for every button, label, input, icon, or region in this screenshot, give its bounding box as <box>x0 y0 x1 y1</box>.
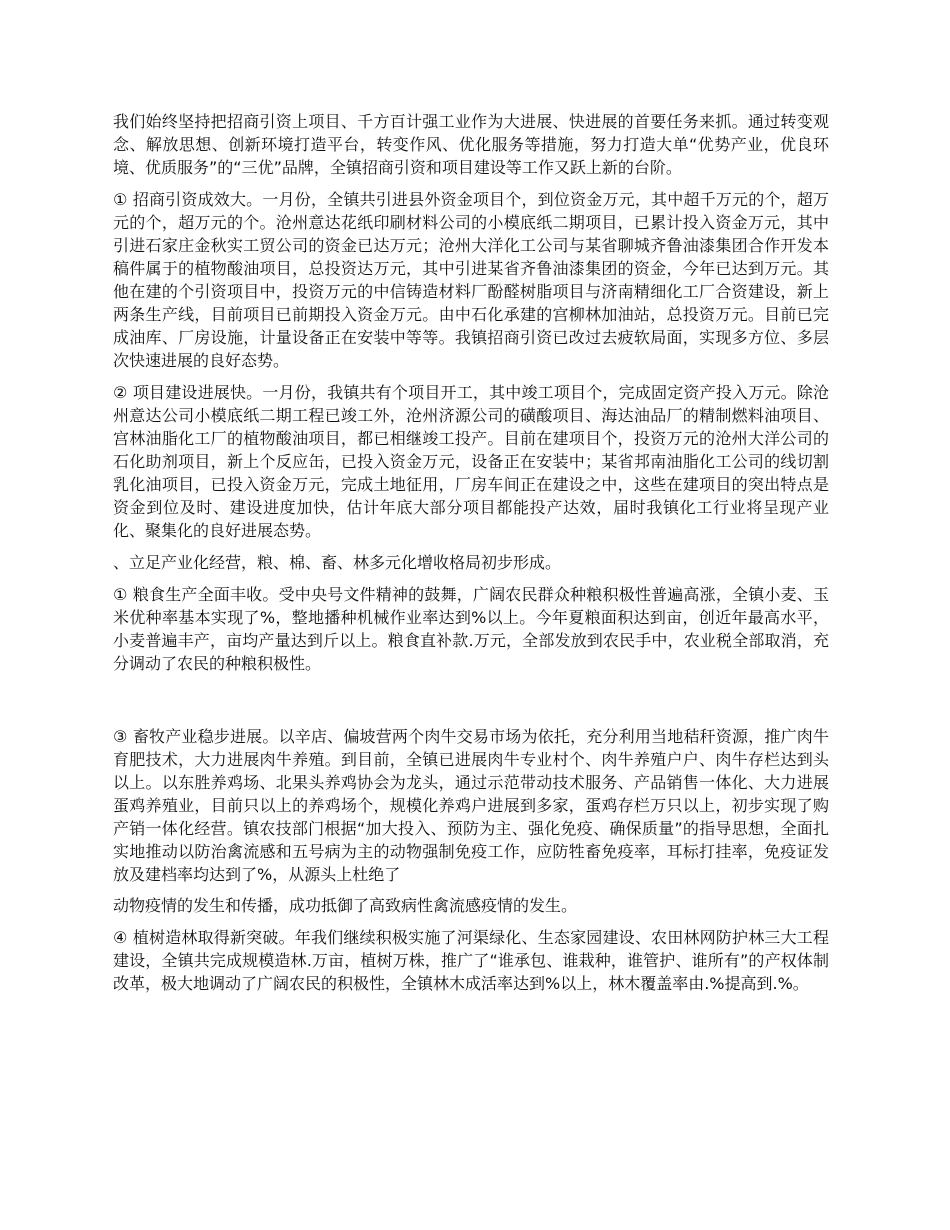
paragraph-grain-production: ① 粮食生产全面丰收。受中央号文件精神的鼓舞，广阔农民群众种粮积极性普遍高涨，全镇小麦、玉米优种率基本实现了%，整地播种机械作业率达到%以上。今年夏粮面积达到亩，创近年最高水平，小麦普遍丰产，亩均产量达到斤以上。粮食直补款.万元，全部发放到农民手中，农业税全部取消，充分调动了农民的种粮积极性。 <box>113 585 829 673</box>
paragraph-project-construction: ② 项目建设进展快。一月份，我镇共有个项目开工，其中竣工项目个，完成固定资产投入万元。除沧州意达公司小模底纸二期工程已竣工外，沧州济源公司的磺酸项目、海达油品厂的精制燃料油项目、宫林油脂化工厂的植物酸油项目，都已相继竣工投产。目前在建项目个，投资万元的沧州大洋公司的石化助剂项目，新上个反应缶，已投入资金万元，设备正在安装中；某省邦南油脂化工公司的线切割乳化油项目，已投入资金万元，完成土地征用，厂房车间正在建设之中，这些在建项目的突出特点是资金到位及时、建设进度加快，估计年底大部分项目都能投产达效，届时我镇化工行业将呈现产业化、聚集化的良好进展态势。 <box>113 383 829 540</box>
paragraph-investment: ① 招商引资成效大。一月份，全镇共引进县外资金项目个，到位资金万元，其中超千万元的个，超万元的个，超万元的个。沧州意达花纸印刷材料公司的小模底纸二期项目，已累计投入资金万元，其中引进石家庄金秋实工贸公司的资金已达万元；沧州大洋化工公司与某省聊城齐鲁油漆集团合作开发本稿件属于的植物酸油项目，总投资达万元，其中引进某省齐鲁油漆集团的资金，今年已达到万元。其他在建的个引资项目中，投资万元的中信铸造材料厂酚醛树脂项目与济南精细化工厂合资建设，新上两条生产线，目前项目已前期投入资金万元。由中石化承建的宫柳林加油站，总投资万元。目前已完成油库、厂房设施，计量设备正在安装中等等。我镇招商引资已改过去疲软局面，实现多方位、多层次快速进展的良好态势。 <box>113 190 829 370</box>
paragraph-livestock: ③ 畜牧产业稳步进展。以辛店、偏坡营两个肉牛交易市场为依托，充分利用当地秸秆资源，推广肉牛育肥技术，大力进展肉牛养殖。到目前，全镇已进展肉牛专业村个、肉牛养殖户户、肉牛存栏达到头以上。以东胜养鸡场、北果头养鸡协会为龙头，通过示范带动技术服务、产品销售一体化、大力进展蛋鸡养殖业，目前只以上的养鸡场个，规模化养鸡户进展到多家，蛋鸡存栏万只以上，初步实现了购产销一体化经营。镇农技部门根据“加大投入、预防为主、强化免疫、确保质量”的指导思想，全面扎实地推动以防治禽流感和五号病为主的动物强制免疫工作，应防牲畜免疫率，耳标打挂率，免疫证发放及建档率均达到了%，从源头上杜绝了 <box>113 727 829 884</box>
document-body <box>113 110 829 1004</box>
paragraph-section-heading: 、立足产业化经营，粮、棉、畜、林多元化增收格局初步形成。 <box>113 553 562 572</box>
paragraph-afforestation: ④ 植树造林取得新突破。年我们继续积极实施了河渠绿化、生态家园建设、农田林网防护林三大工程建设，全镇共完成规模造林.万亩，植树万株，推广了“谁承包、谁栽种，谁管护、谁所有”的产权体制改革，极大地调动了广阔农民的积极性，全镇林木成活率达到%以上，林木覆盖率由.%提高到.%。 <box>113 928 829 993</box>
paragraph-livestock-continued: 动物疫情的发生和传播，成功抵御了高致病性禽流感疫情的发生。 <box>113 896 578 915</box>
paragraph-intro: 我们始终坚持把招商引资上项目、千方百计强工业作为大进展、快进展的首要任务来抓。通过转变观念、解放思想、创新环境打造平台，转变作风、优化服务等措施，努力打造大单“优势产业，优良环境、优质服务”的“三优”品牌，全镇招商引资和项目建设等工作又跃上新的台阶。 <box>113 112 829 177</box>
